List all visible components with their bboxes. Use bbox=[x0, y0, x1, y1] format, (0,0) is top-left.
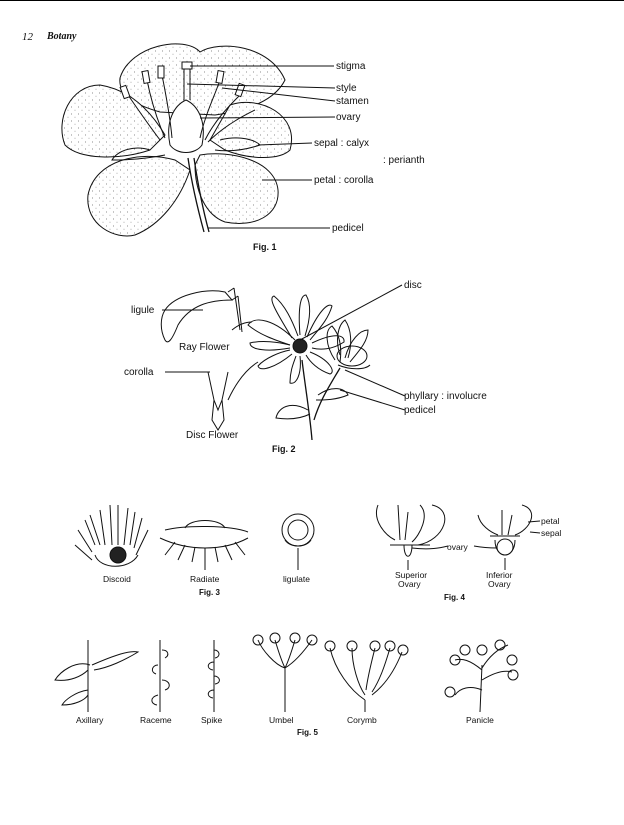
fig1-flower-diagram bbox=[62, 44, 335, 236]
fig4-label-ovary: ovary bbox=[447, 542, 468, 552]
fig4-superior-flower bbox=[376, 505, 444, 570]
page-number: 12 bbox=[22, 31, 33, 43]
fig3-discoid-base bbox=[110, 547, 126, 563]
fig5-label-corymb: Corymb bbox=[347, 715, 377, 725]
fig1-label-sepal: sepal : calyx bbox=[314, 138, 370, 149]
fig2-label-corolla: corolla bbox=[124, 367, 154, 378]
fig2-label-disc-flower: Disc Flower bbox=[186, 430, 239, 441]
fig2-side-flower-head bbox=[327, 320, 370, 369]
fig5-axillary bbox=[55, 640, 138, 712]
fig3-label-discoid: Discoid bbox=[103, 574, 131, 584]
fig4-inferior-ovary bbox=[497, 539, 513, 555]
fig5-label-panicle: Panicle bbox=[466, 715, 494, 725]
fig5-label-umbel: Umbel bbox=[269, 715, 294, 725]
fig5-label-spike: Spike bbox=[201, 715, 223, 725]
fig1-label-stigma: stigma bbox=[336, 61, 366, 72]
fig1-label-ovary: ovary bbox=[336, 112, 361, 123]
fig4-caption: Fig. 4 bbox=[444, 593, 465, 602]
fig2-caption: Fig. 2 bbox=[272, 444, 296, 454]
fig3-radiate-head bbox=[160, 521, 248, 571]
fig4-ovary-position bbox=[376, 505, 540, 570]
fig5-umbel bbox=[258, 640, 312, 712]
fig4-label-sepal: sepal bbox=[541, 528, 562, 538]
fig2-ray-floret bbox=[161, 291, 232, 342]
fig2-label-ligule: ligule bbox=[131, 305, 155, 316]
fig4-label-superior-2: Ovary bbox=[398, 579, 421, 589]
fig2-label-ray-flower: Ray Flower bbox=[179, 342, 230, 353]
fig1-label-perianth: : perianth bbox=[383, 155, 425, 166]
fig1-label-stamen: stamen bbox=[336, 96, 369, 107]
fig2-label-disc: disc bbox=[404, 280, 422, 291]
fig2-composite-flower bbox=[161, 285, 405, 440]
fig5-raceme bbox=[152, 640, 169, 712]
fig5-label-axillary: Axillary bbox=[76, 715, 104, 725]
fig1-petal-lower-right bbox=[195, 154, 278, 224]
fig4-label-inferior-1: Inferior bbox=[486, 570, 513, 580]
fig5-inflorescences bbox=[55, 633, 518, 712]
fig4-label-superior-1: Superior bbox=[395, 570, 428, 580]
fig2-disc-floret bbox=[208, 372, 228, 430]
fig3-label-ligulate: ligulate bbox=[283, 574, 310, 584]
fig5-corymb bbox=[330, 648, 402, 712]
fig3-caption: Fig. 3 bbox=[199, 588, 220, 597]
fig5-caption: Fig. 5 bbox=[297, 728, 318, 737]
fig1-caption: Fig. 1 bbox=[253, 242, 277, 252]
fig3-ligulate-head bbox=[282, 514, 314, 570]
fig2-label-phyllary: phyllary : involucre bbox=[404, 391, 487, 402]
fig3-label-radiate: Radiate bbox=[190, 574, 220, 584]
fig4-leader-lines bbox=[412, 521, 540, 549]
fig2-ray-floret-tube bbox=[228, 288, 242, 332]
fig1-petal-lower-left bbox=[88, 156, 190, 236]
fig2-main-flower-head bbox=[248, 295, 344, 383]
fig5-spike bbox=[208, 640, 219, 712]
fig3-head-types bbox=[75, 505, 314, 570]
fig5-flower-dots bbox=[253, 633, 518, 697]
fig4-label-petal: petal bbox=[541, 516, 560, 526]
fig4-inferior-flower bbox=[478, 505, 532, 570]
fig2-disc-center bbox=[293, 339, 307, 353]
fig1-label-pedicel: pedicel bbox=[332, 223, 364, 234]
running-head: Botany bbox=[47, 31, 77, 42]
fig2-leaves bbox=[276, 389, 348, 419]
fig1-label-petal: petal : corolla bbox=[314, 175, 374, 186]
fig1-label-style: style bbox=[336, 83, 357, 94]
fig2-label-pedicel: pedicel bbox=[404, 405, 436, 416]
fig5-label-raceme: Raceme bbox=[140, 715, 172, 725]
fig4-label-inferior-2: Ovary bbox=[488, 579, 511, 589]
